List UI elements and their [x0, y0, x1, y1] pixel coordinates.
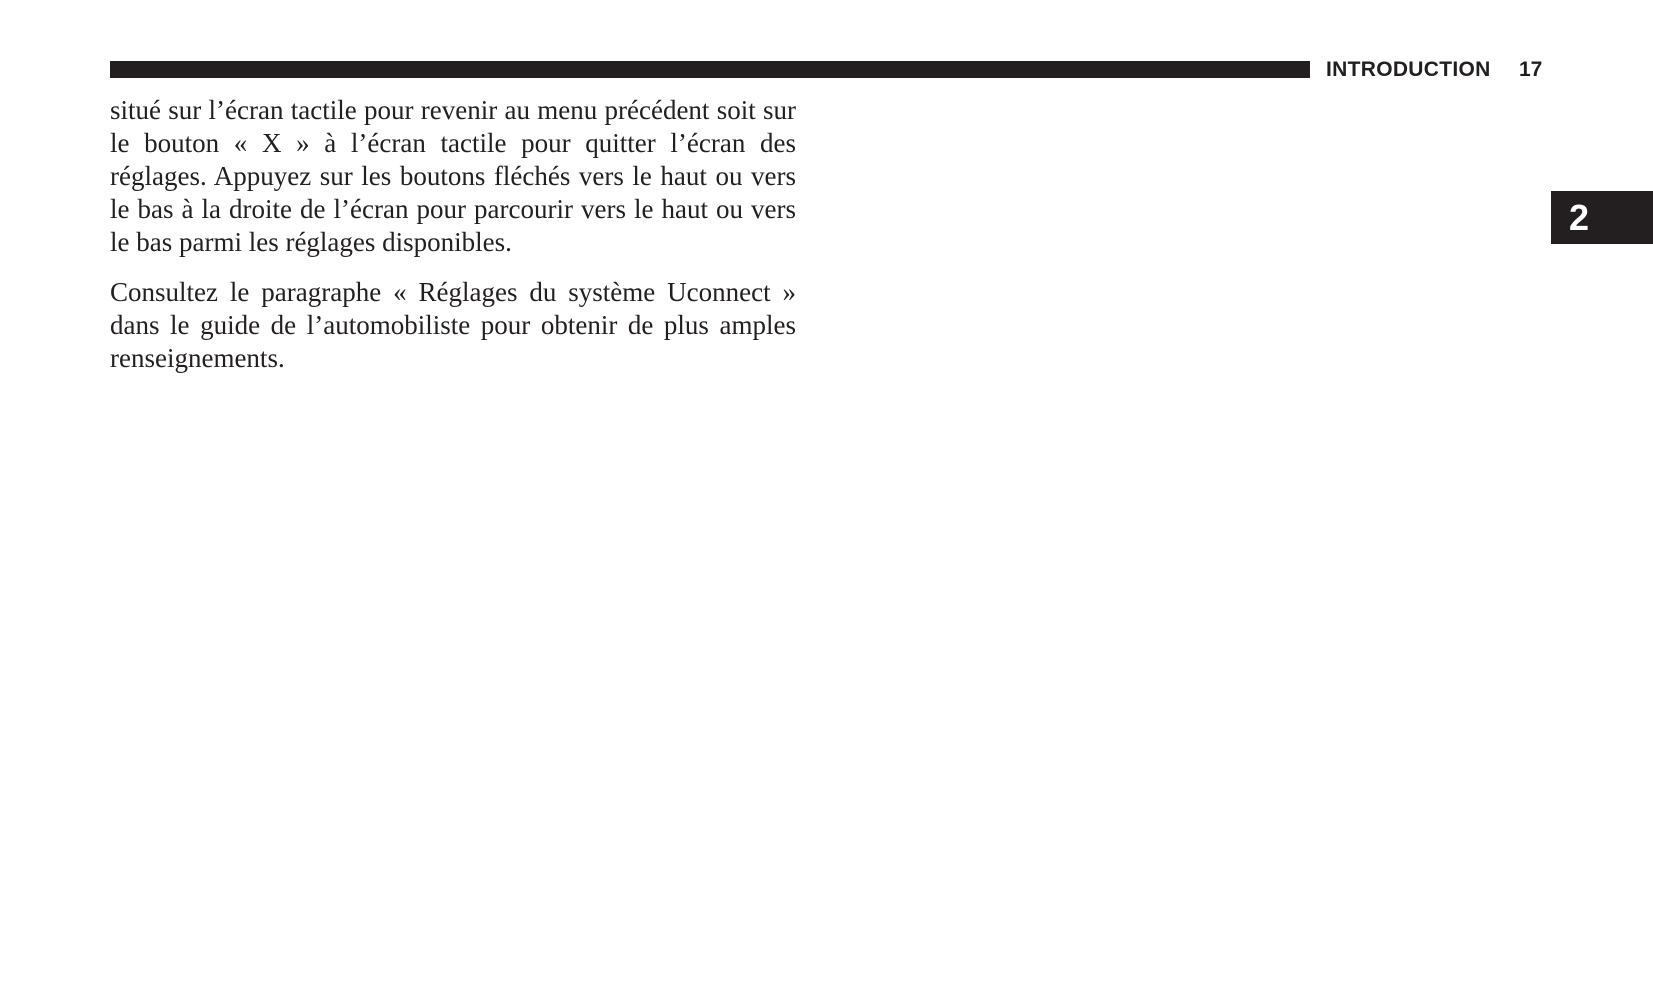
body-paragraph: situé sur l’écran tactile pour revenir au menu précédent soit sur le bouton « X » à l’écran tactile pour quitter l’écran des réglages. Appuyez sur les boutons fléchés vers le haut ou vers le bas à la droite de l’écran pour parcourir vers le haut ou vers le bas parmi les réglages disponibles. [110, 95, 796, 257]
page-number: 17 [1519, 58, 1543, 81]
chapter-thumb-tab [1551, 191, 1653, 244]
running-header-section-title: INTRODUCTION [1326, 58, 1491, 81]
chapter-number: 2 [1569, 197, 1590, 238]
header-rule [110, 61, 1310, 78]
body-paragraph: Consultez le paragraphe « Réglages du système Uconnect » dans le guide de l’automobiliste pour obtenir de plus amples renseignements. [110, 277, 796, 373]
body-text-column [110, 94, 796, 392]
